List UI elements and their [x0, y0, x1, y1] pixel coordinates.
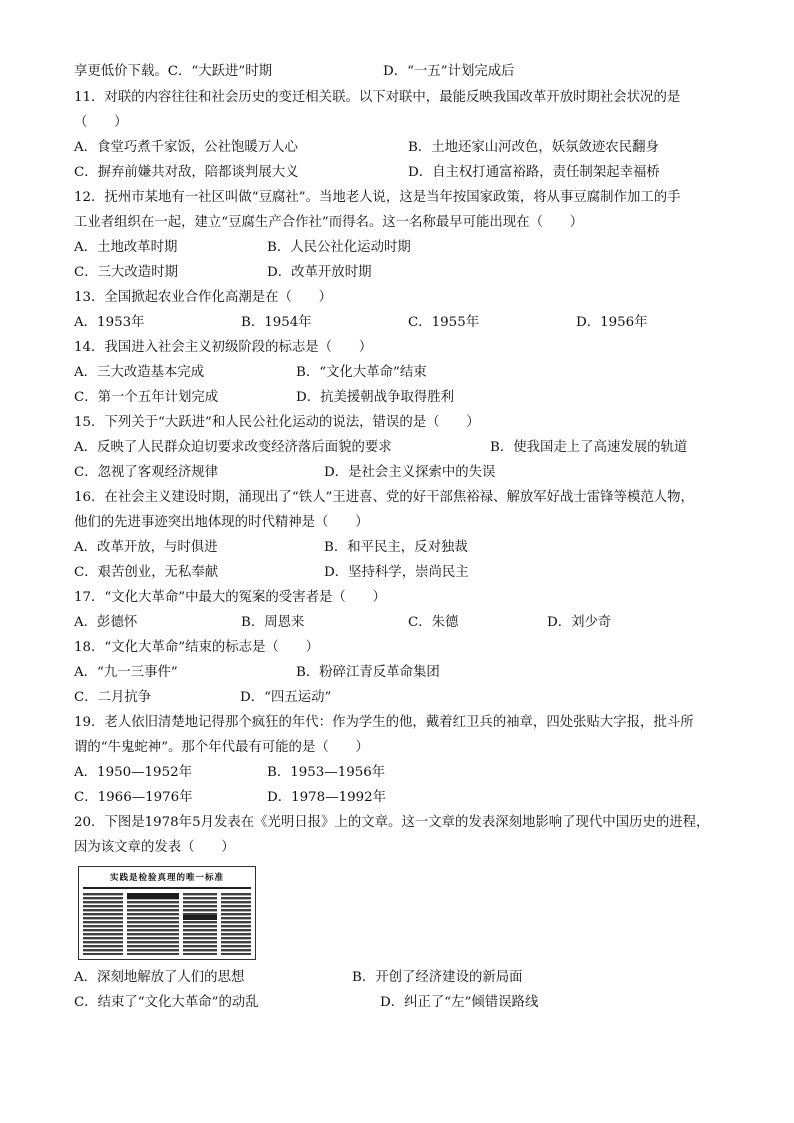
question-13-option-c: C．1955年	[408, 315, 480, 330]
question-12-option-c: C．三大改造时期	[74, 265, 178, 280]
question-12-stem-2: 工业者组织在一起，建立“豆腐生产合作社”而得名。这一名称最早可能出现在（ ）	[74, 215, 584, 230]
question-18-stem: 18．“文化大革命”结束的标志是（ ）	[74, 640, 319, 655]
question-17-option-a: A．彭德怀	[74, 615, 138, 630]
question-19-option-a: A．1950—1952年	[74, 765, 192, 780]
newspaper-subhead-block	[183, 915, 217, 920]
question-17-stem: 17．“文化大革命”中最大的冤案的受害者是（ ）	[74, 590, 386, 605]
question-16-stem-2: 他们的先进事迹突出地体现的时代精神是（ ）	[74, 515, 369, 530]
question-20-stem-1: 20．下图是1978年5月发表在《光明日报》上的文章。这一文章的发表深刻地影响了现代中国历史的进程，	[74, 815, 710, 830]
question-19-option-b: B．1953—1956年	[267, 765, 386, 780]
question-18-option-d: D．“四五运动”	[240, 690, 332, 705]
newspaper-text-column	[127, 893, 179, 955]
question-15-option-b: B．使我国走上了高速发展的轨道	[490, 440, 688, 455]
question-13-option-b: B．1954年	[241, 315, 312, 330]
question-11-option-d: D．自主权打通富裕路，责任制架起幸福桥	[408, 165, 660, 180]
question-11-option-c: C．摒弃前嫌共对敌，陪都谈判展大义	[74, 165, 299, 180]
question-16-option-a: A．改革开放，与时俱进	[74, 540, 218, 555]
question-11-option-a: A．食堂巧煮千家饭，公社饱暖万人心	[74, 140, 298, 155]
question-15-option-c: C．忽视了客观经济规律	[74, 465, 219, 480]
question-19-stem-1: 19．老人依旧清楚地记得那个疯狂的年代：作为学生的他，戴着红卫兵的袖章，四处张贴大字报，批斗所	[74, 715, 694, 730]
newspaper-subhead-block	[127, 893, 179, 899]
question-11-stem: 11．对联的内容往往和社会历史的变迁相关联。以下对联中，最能反映我国改革开放时期社会状况的是	[74, 90, 681, 105]
question-18-option-b: B．粉碎江青反革命集团	[296, 665, 440, 680]
question-13-option-d: D．1956年	[576, 315, 648, 330]
newspaper-text-column	[221, 893, 251, 955]
question-20-stem-2: 因为该文章的发表（ ）	[74, 840, 235, 855]
newspaper-clipping-image	[78, 866, 256, 960]
question-14-option-c: C．第一个五年计划完成	[74, 390, 219, 405]
question-20-option-b: B．开创了经济建设的新局面	[352, 970, 523, 985]
question-19-option-c: C．1966—1976年	[74, 790, 193, 805]
question-16-stem-1: 16．在社会主义建设时期，涌现出了“铁人”王进喜、党的好干部焦裕禄、解放军好战士雷锋等模范人物，	[74, 490, 694, 505]
question-13-stem: 13．全国掀起农业合作化高潮是在（ ）	[74, 290, 333, 305]
question-12-option-a: A．土地改革时期	[74, 240, 178, 255]
question-18-option-a: A．“九一三事件”	[74, 665, 178, 680]
newspaper-text-column	[183, 893, 217, 955]
question-12-option-b: B．人民公社化运动时期	[267, 240, 411, 255]
question-14-option-b: B．“文化大革命”结束	[296, 365, 427, 380]
question-15-stem: 15．下列关于“大跃进”和人民公社化运动的说法，错误的是（ ）	[74, 415, 480, 430]
question-14-option-d: D．抗美援朝战争取得胜利	[296, 390, 455, 405]
newspaper-headline-rule	[83, 887, 251, 889]
question-17-option-b: B．周恩来	[241, 615, 305, 630]
newspaper-headline: 实践是检验真理的唯一标准	[109, 873, 224, 883]
question-14-stem: 14．我国进入社会主义初级阶段的标志是（ ）	[74, 340, 373, 355]
question-17-option-d: D．刘少奇	[547, 615, 612, 630]
question-14-option-a: A．三大改造基本完成	[74, 365, 205, 380]
question-20-option-d: D．纠正了“左”倾错误路线	[380, 995, 539, 1010]
question-17-option-c: C．朱德	[408, 615, 459, 630]
question-11-blank: （ ）	[74, 115, 128, 130]
question-15-option-d: D．是社会主义探索中的失误	[324, 465, 496, 480]
question-15-option-a: A．反映了人民群众迫切要求改变经济落后面貌的要求	[74, 440, 392, 455]
question-11-option-b: B．土地还家山河改色，妖氛敛迹农民翻身	[408, 140, 659, 155]
question-20-option-a: A．深刻地解放了人们的思想	[74, 970, 245, 985]
question-13-option-a: A．1953年	[74, 315, 145, 330]
question-20-option-c: C．结束了“文化大革命”的动乱	[74, 995, 259, 1010]
question-19-stem-2: 谓的“牛鬼蛇神”。那个年代最有可能的是（ ）	[74, 740, 369, 755]
newspaper-text-column	[83, 893, 123, 955]
question-16-option-b: B．和平民主，反对独裁	[324, 540, 468, 555]
question-12-option-d: D．改革开放时期	[267, 265, 372, 280]
question-16-option-d: D．坚持科学，崇尚民主	[324, 565, 469, 580]
continued-option-d: D．“一五”计划完成后	[383, 64, 515, 79]
question-16-option-c: C．艰苦创业，无私奉献	[74, 565, 219, 580]
question-12-stem-1: 12．抚州市某地有一社区叫做“豆腐社”。当地老人说，这是当年按国家政策，将从事豆腐制作加工的手	[74, 190, 681, 205]
continued-option-line: 享更低价下载。C．“大跃进”时期	[74, 64, 273, 79]
question-19-option-d: D．1978—1992年	[267, 790, 387, 805]
question-18-option-c: C．二月抗争	[74, 690, 152, 705]
